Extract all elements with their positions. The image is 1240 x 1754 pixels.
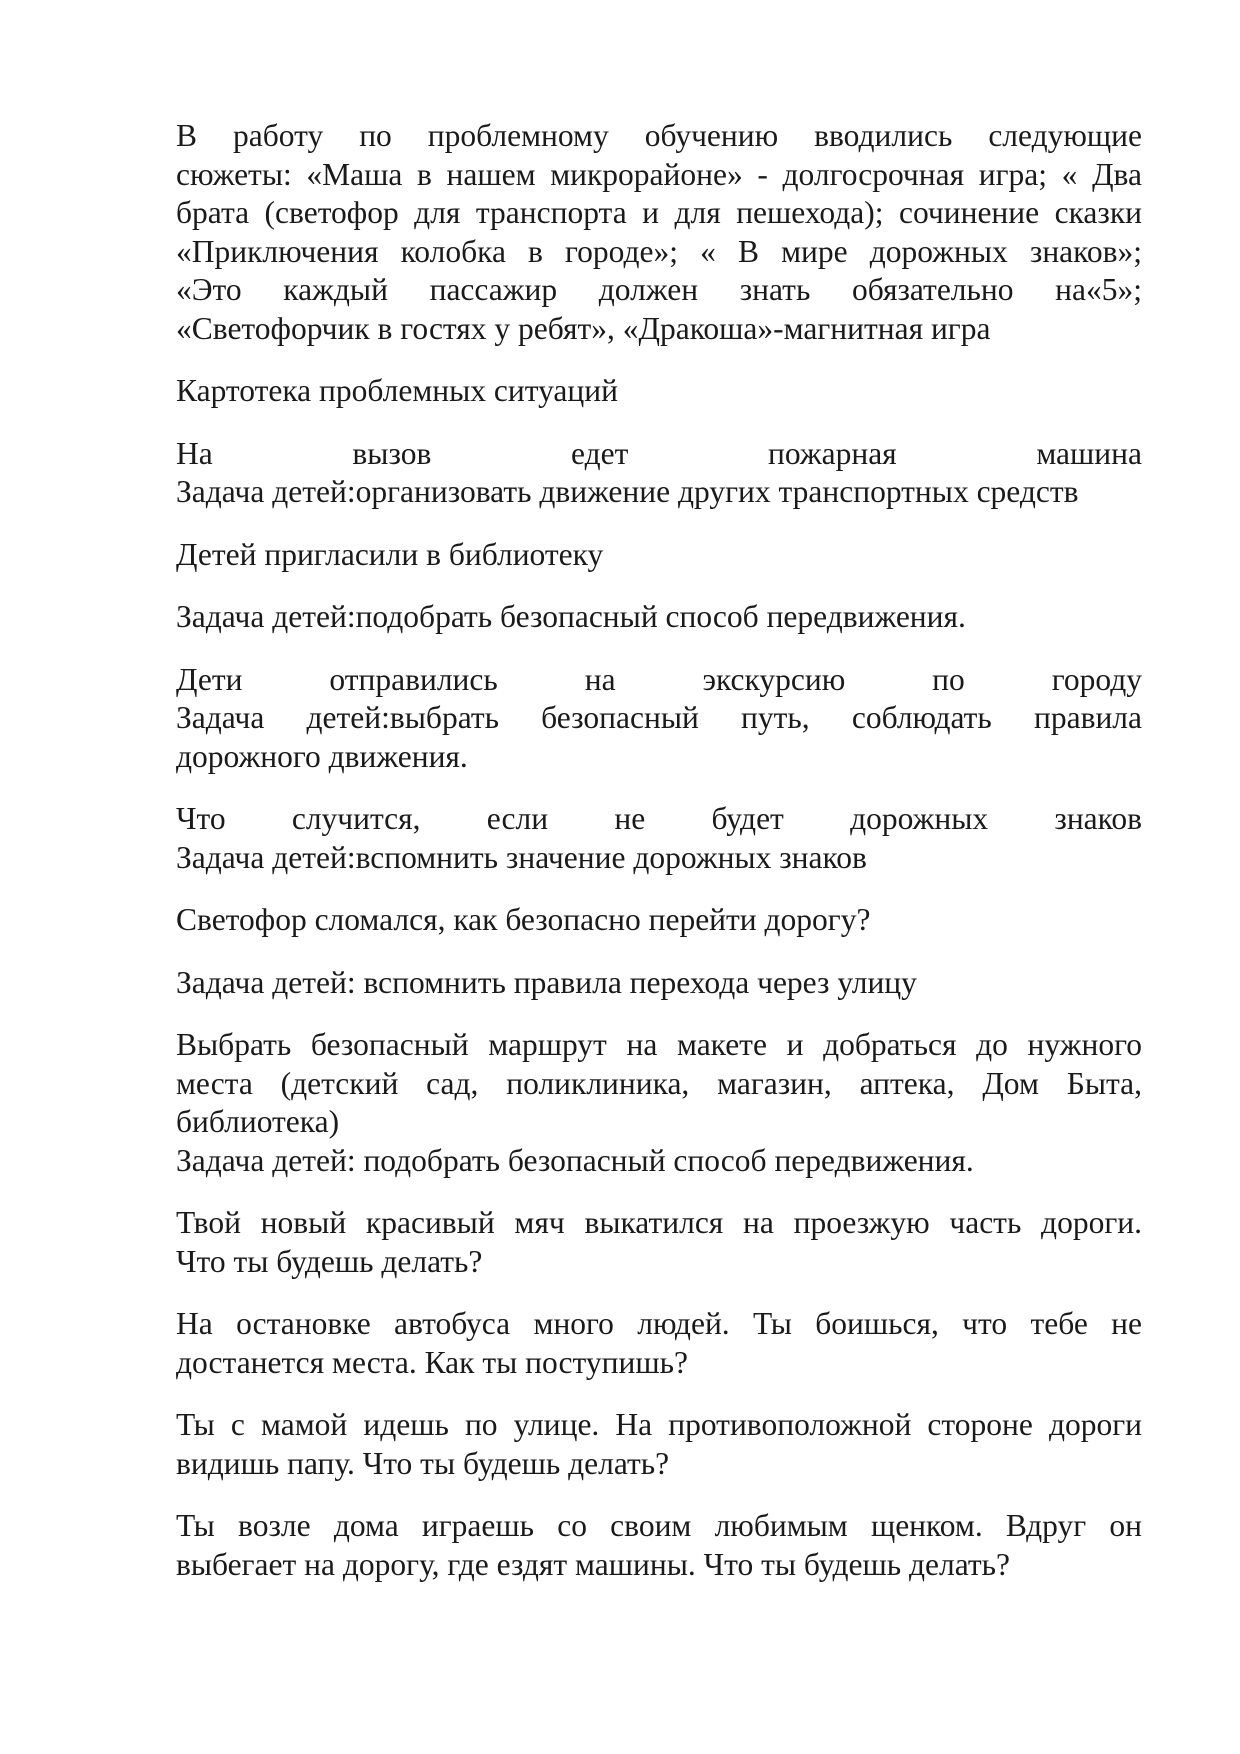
situation-line: библиотека) [176, 1104, 340, 1139]
situation-line: Что ты будешь делать? [176, 1243, 483, 1279]
situation-paragraph [176, 800, 1142, 877]
situation-paragraph [176, 1406, 1142, 1483]
intro-line: брата (светофор для транспорта и для пешехода); сочинение сказки [176, 195, 1142, 230]
situation-line: места (детский сад, поликлиника, магазин, аптека, Дом Быта, [176, 1065, 1142, 1101]
intro-line: «Светофорчик в гостях у ребят», «Дракоша»-магнитная игра [176, 310, 991, 346]
intro-line: сюжеты: «Маша в нашем микрорайоне» - долгосрочная игра; « Два [176, 156, 1142, 192]
intro-line: В работу по проблемному обучению вводились следующие [176, 118, 1142, 153]
situation-paragraph [176, 1026, 1142, 1180]
situation-paragraph [176, 964, 1142, 1003]
situation-line: Ты возле дома играешь со своим любимым щенком. Вдруг он [176, 1508, 1142, 1543]
task-line: Задача детей: вспомнить правила перехода через улицу [176, 964, 917, 1000]
situation-paragraph [176, 435, 1142, 512]
intro-line: «Приключения колобка в городе»; « В мире дорожных знаков»; [176, 233, 1142, 269]
situation-paragraph [176, 598, 1142, 637]
task-line: Задача детей:организовать движение других транспортных средств [176, 474, 1079, 509]
situation-line: видишь папу. Что ты будешь делать? [176, 1445, 670, 1481]
situation-line: выбегает на дорогу, где ездят машины. Что ты будешь делать? [176, 1546, 1010, 1582]
intro-paragraph [176, 117, 1142, 348]
situation-paragraph [176, 536, 1142, 575]
situation-paragraph [176, 1204, 1142, 1281]
situation-line: Детей пригласили в библиотеку [176, 536, 604, 572]
situation-paragraph [176, 1507, 1142, 1584]
document-body [176, 117, 1142, 1608]
situation-line: На вызов едет пожарная машина [176, 435, 1142, 471]
task-line: Задача детей:выбрать безопасный путь, соблюдать правила [176, 700, 1142, 735]
situation-line: достанется места. Как ты поступишь? [176, 1344, 688, 1380]
situation-line: Светофор сломался, как безопасно перейти дорогу? [176, 902, 871, 937]
task-line: Задача детей:подобрать безопасный способ передвижения. [176, 599, 966, 634]
section-heading: Картотека проблемных ситуаций [176, 373, 618, 408]
situation-paragraph [176, 1305, 1142, 1382]
intro-line: «Это каждый пассажир должен знать обязательно на«5»; [176, 272, 1142, 307]
situation-paragraph [176, 901, 1142, 940]
situation-line: На остановке автобуса много людей. Ты боишься, что тебе не [176, 1306, 1142, 1341]
task-line: дорожного движения. [176, 738, 468, 774]
situation-line: Что случится, если не будет дорожных знаков [176, 801, 1142, 836]
task-line: Задача детей: подобрать безопасный способ передвижения. [176, 1142, 974, 1178]
situation-paragraph [176, 661, 1142, 777]
situation-line: Ты с мамой идешь по улице. На противоположной стороне дороги [176, 1407, 1142, 1442]
situation-line: Выбрать безопасный маршрут на макете и добраться до нужного [176, 1027, 1142, 1062]
situation-line: Твой новый красивый мяч выкатился на проезжую часть дороги. [176, 1205, 1142, 1240]
task-line: Задача детей:вспомнить значение дорожных знаков [176, 839, 867, 875]
situation-line: Дети отправились на экскурсию по городу [176, 661, 1142, 697]
